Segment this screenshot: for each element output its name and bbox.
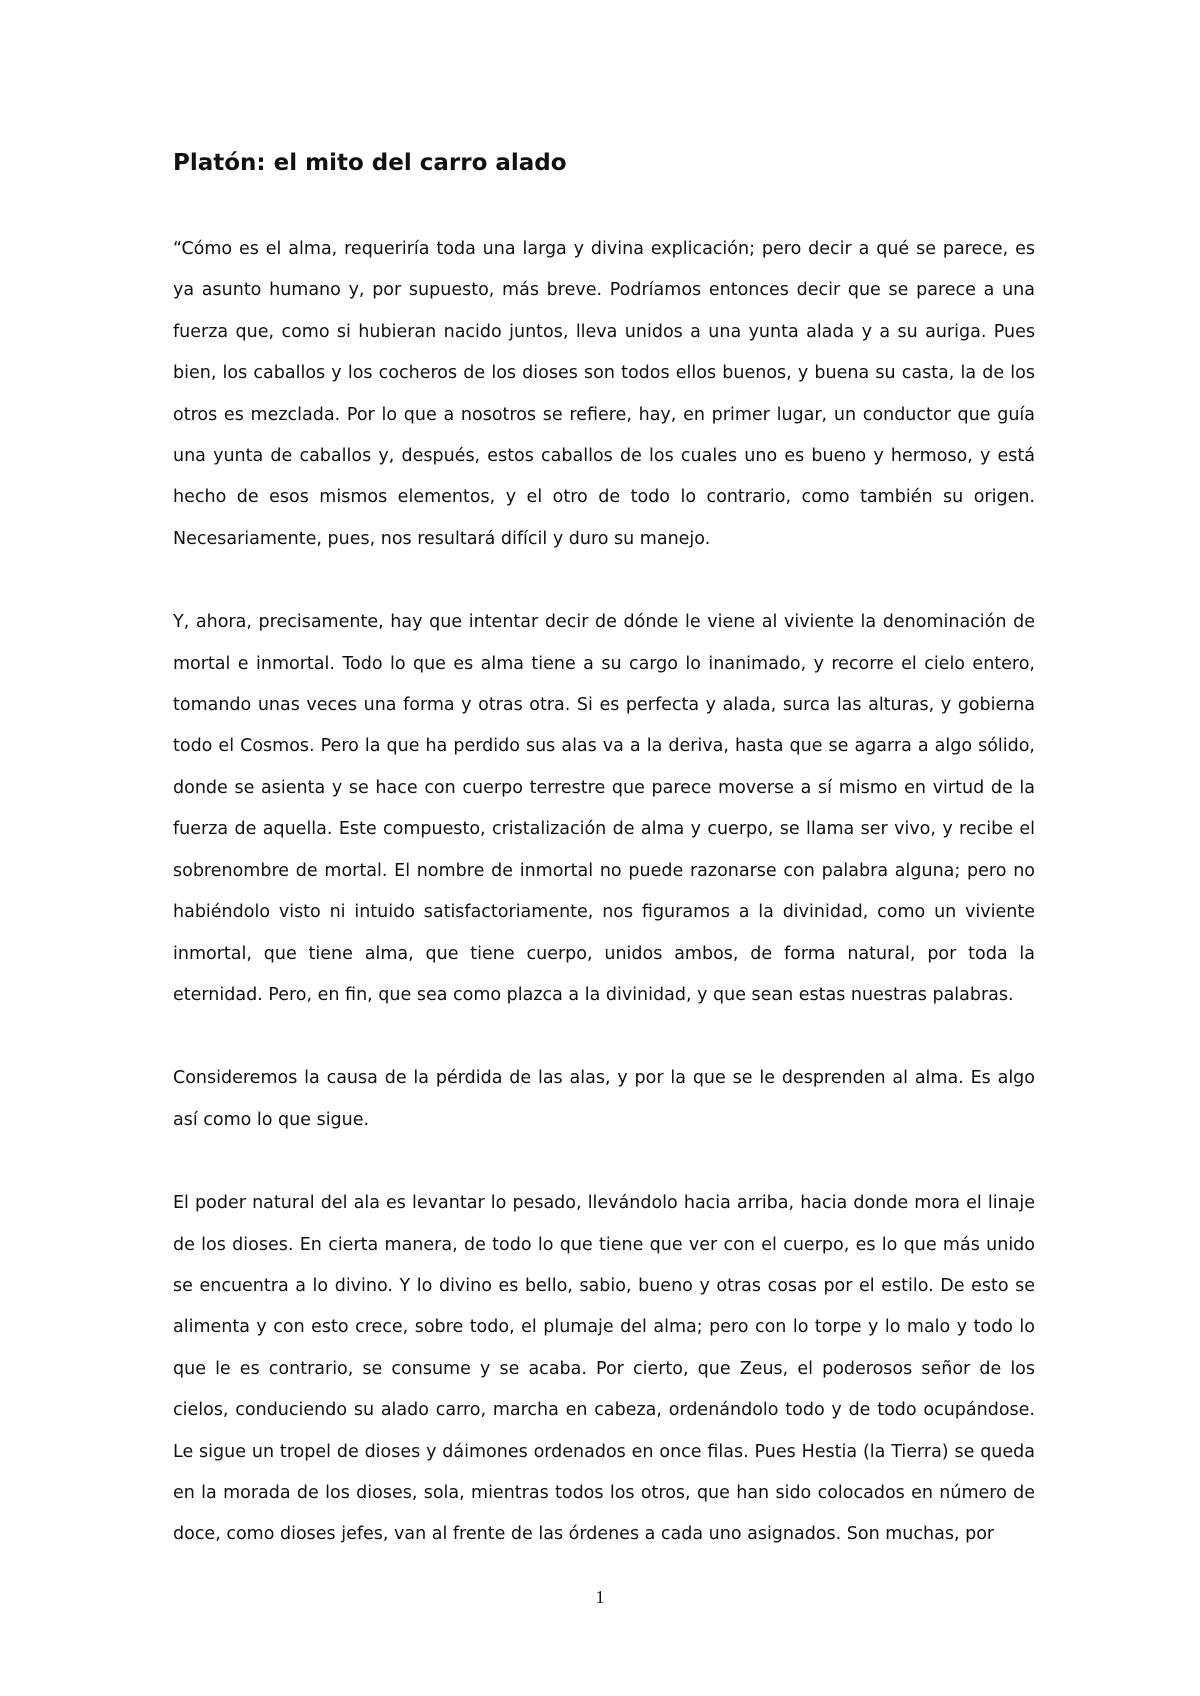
paragraph-mortal-immortal: Y, ahora, precisamente, hay que intentar decir de dónde le viene al viviente la denominación de mortal e inmortal. Todo lo que es alma tiene a su cargo lo inanimado, y recorre el cielo entero, tomando unas veces una forma y otras otra. Si es perfecta y alada, surca las alturas, y gobierna todo el Cosmos. Pero la que ha perdido sus alas va a la deriva, hasta que se agarra a algo sólido, donde se asienta y se hace con cuerpo terrestre que parece moverse a sí mismo en virtud de la fuerza de aquella. Este compuesto, cristalización de alma y cuerpo, se llama ser vivo, y recibe el sobrenombre de mortal. El nombre de inmortal no puede razonarse con palabra alguna; pero no habiéndolo visto ni intuido satisfactoriamente, nos figuramos a la divinidad, como un viviente inmortal, que tiene alma, que tiene cuerpo, unidos ambos, de forma natural, por toda la eternidad. Pero, en fin, que sea como plazca a la divinidad, y que sean estas nuestras palabras. — [173, 612, 1035, 1005]
page-number: 1 — [595, 1587, 605, 1607]
page-title: Platón: el mito del carro alado — [173, 150, 567, 176]
paragraph-power-of-wing: El poder natural del ala es levantar lo pesado, llevándolo hacia arriba, hacia donde mora el linaje de los dioses. En cierta manera, de todo lo que tiene que ver con el cuerpo, es lo que más unido se encuentra a lo divino. Y lo divino es bello, sabio, bueno y otras cosas por el estilo. De esto se alimenta y con esto crece, sobre todo, el plumaje del alma; pero con lo torpe y lo malo y todo lo que le es contrario, se consume y se acaba. Por cierto, que Zeus, el poderosos señor de los cielos, conduciendo su alado carro, marcha en cabeza, ordenándolo todo y de todo ocupándose. Le sigue un tropel de dioses y dáimones ordenados en once filas. Pues Hestia (la Tierra) se queda en la morada de los dioses, sola, mientras todos los otros, que han sido colocados en número de doce, como dioses jefes, van al frente de las órdenes a cada uno asignados. Son muchas, por — [173, 1193, 1035, 1545]
paragraph-loss-of-wings: Consideremos la causa de la pérdida de las alas, y por la que se le desprenden al alma. Es algo así como lo que sigue. — [173, 1068, 1035, 1130]
document-content — [173, 142, 1035, 1545]
paragraph-soul-description: “Cómo es el alma, requeriría toda una larga y divina explicación; pero decir a qué se parece, es ya asunto humano y, por supuesto, más breve. Podríamos entonces decir que se parece a una fuerza que, como si hubieran nacido juntos, lleva unidos a una yunta alada y a su auriga. Pues bien, los caballos y los cocheros de los dioses son todos ellos buenos, y buena su casta, la de los otros es mezclada. Por lo que a nosotros se refiere, hay, en primer lugar, un conductor que guía una yunta de caballos y, después, estos caballos de los cuales uno es bueno y hermoso, y está hecho de esos mismos elementos, y el otro de todo lo contrario, como también su origen. Necesariamente, pues, nos resultará difícil y duro su manejo. — [173, 239, 1035, 549]
